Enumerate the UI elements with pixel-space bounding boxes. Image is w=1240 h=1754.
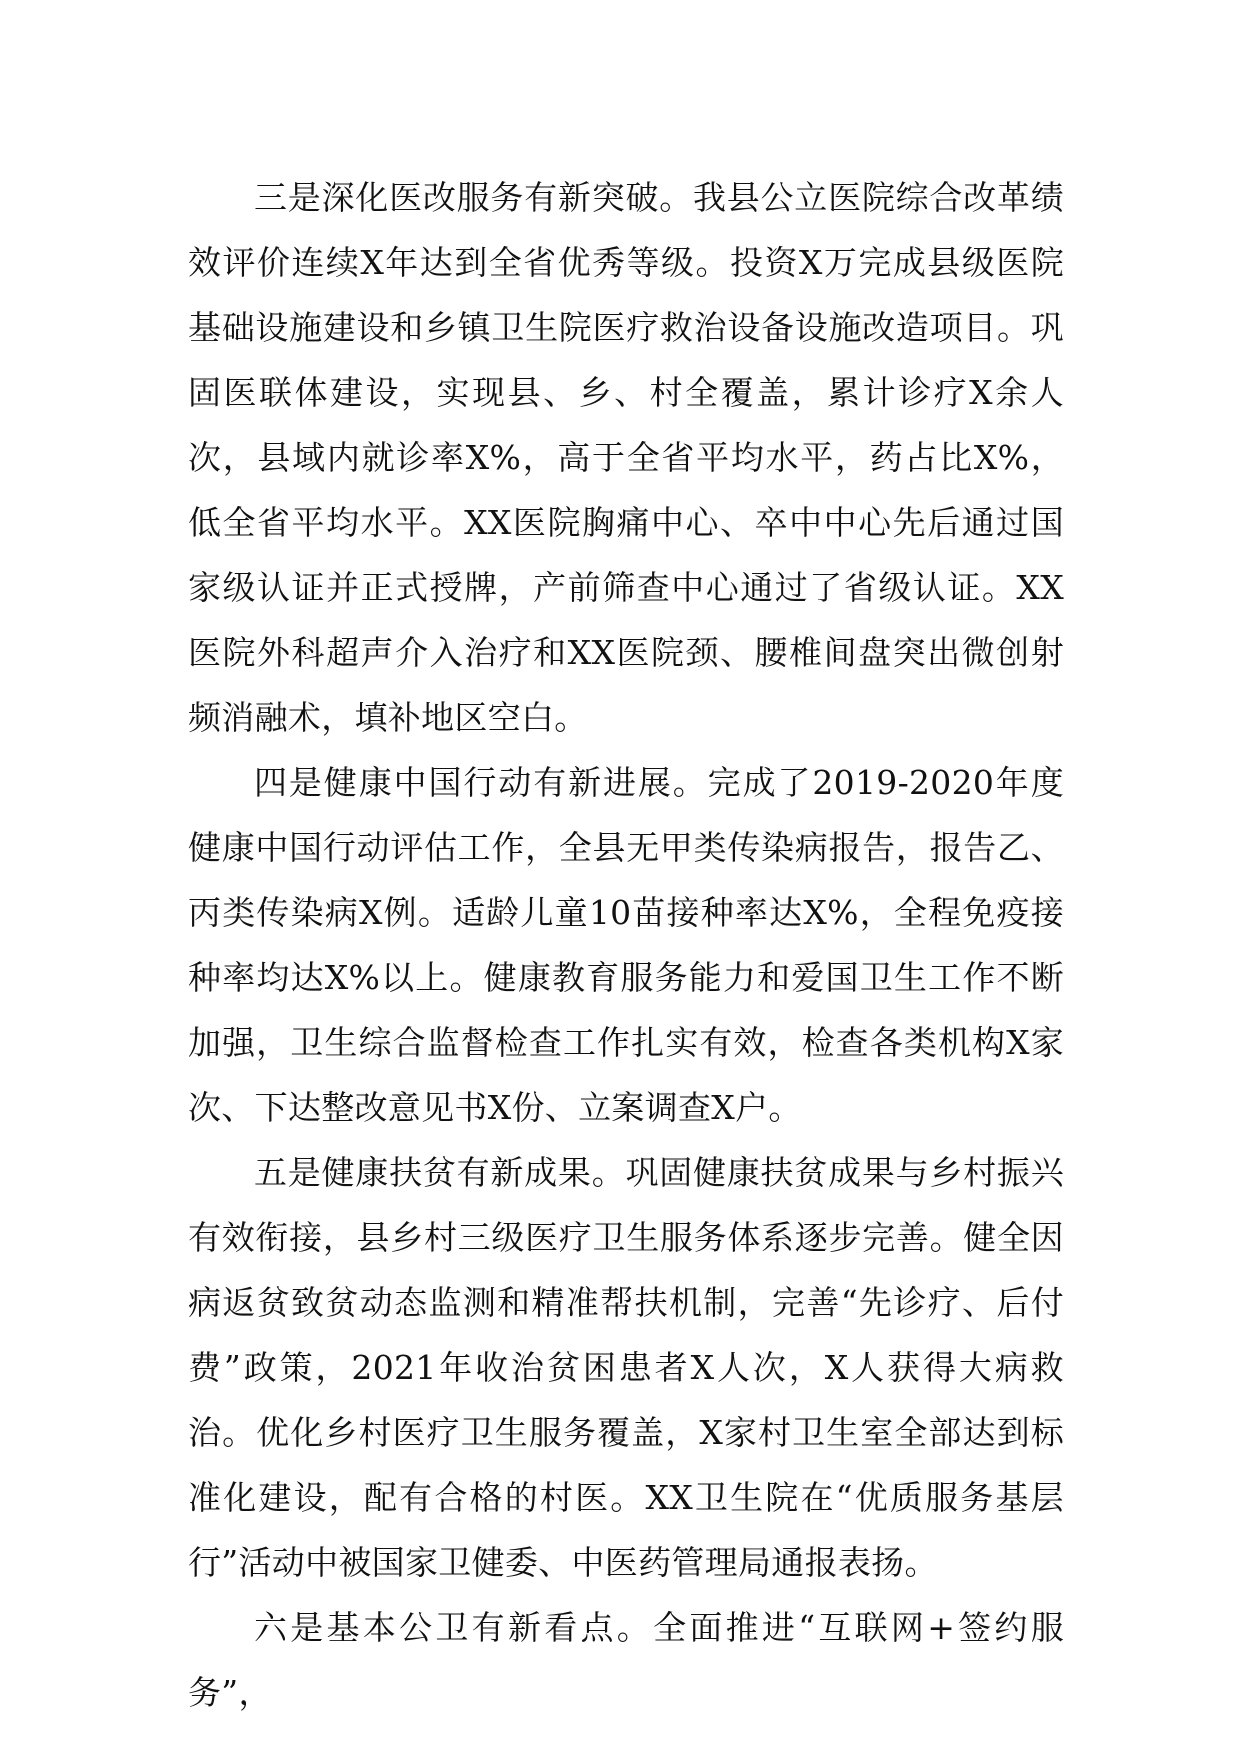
paragraph-poverty-alleviation: 五是健康扶贫有新成果。巩固健康扶贫成果与乡村振兴有效衔接，县乡村三级医疗卫生服务体系逐步完善。健全因病返贫致贫动态监测和精准帮扶机制，完善“先诊疗、后付费”政策，2021年收治贫困患者X人次，X人获得大病救治。优化乡村医疗卫生服务覆盖，X家村卫生室全部达到标准化建设，配有合格的村医。XX卫生院在“优质服务基层行”活动中被国家卫健委、中医药管理局通报表扬。: [188, 1153, 1064, 1582]
paragraph-medical-reform: 三是深化医改服务有新突破。我县公立医院综合改革绩效评价连续X年达到全省优秀等级。投资X万完成县级医院基础设施建设和乡镇卫生院医疗救治设备设施改造项目。巩固医联体建设，实现县、乡、村全覆盖，累计诊疗X余人次，县域内就诊率X%，高于全省平均水平，药占比X%，低全省平均水平。XX医院胸痛中心、卒中中心先后通过国家级认证并正式授牌，产前筛查中心通过了省级认证。XX医院外科超声介入治疗和XX医院颈、腰椎间盘突出微创射频消融术，填补地区空白。: [188, 178, 1064, 737]
document-body: [188, 165, 1064, 1725]
paragraph-healthy-china: 四是健康中国行动有新进展。完成了2019-2020年度健康中国行动评估工作，全县无甲类传染病报告，报告乙、丙类传染病X例。适龄儿童10苗接种率达X%，全程免疫接种率均达X%以上。健康教育服务能力和爱国卫生工作不断加强，卫生综合监督检查工作扎实有效，检查各类机构X家次、下达整改意见书X份、立案调查X户。: [188, 763, 1064, 1127]
paragraph-public-health: 六是基本公卫有新看点。全面推进“互联网+签约服务”，: [188, 1608, 1064, 1712]
